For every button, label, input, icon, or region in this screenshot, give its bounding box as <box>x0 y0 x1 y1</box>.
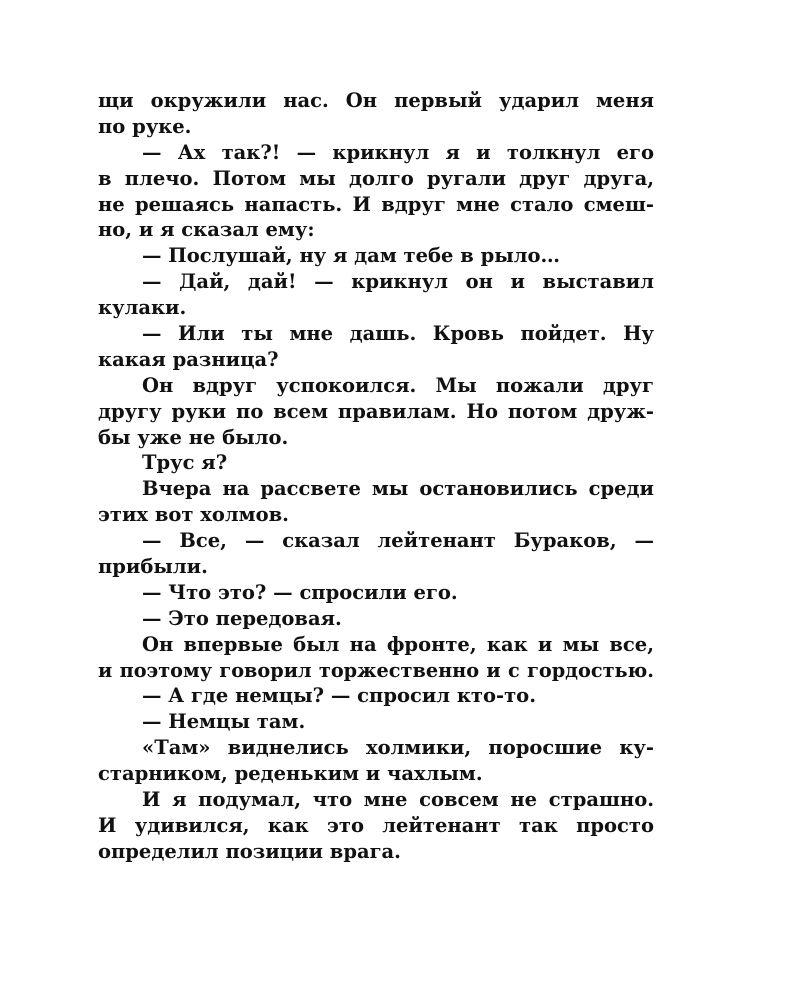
text-line: щи окружили нас. Он первый ударил меня <box>98 89 654 112</box>
text-line: — Ах так?! — крикнул я и толкнул его <box>142 140 654 164</box>
text-line: и поэтому говорил торжественно и с гордостью. <box>98 658 654 682</box>
text-line: — А где немцы? — спросил кто-то. <box>142 684 536 708</box>
text-line: старником, реденьким и чахлым. <box>98 762 483 786</box>
text-line: Вчера на рассвете мы остановились среди <box>142 477 654 501</box>
text-line: Трус я? <box>142 451 228 475</box>
text-line: Он вдруг успокоился. Мы пожали друг <box>142 373 654 397</box>
text-line: И я подумал, что мне совсем не страшно. <box>142 788 654 812</box>
text-line: прибыли. <box>98 555 208 579</box>
page-text <box>98 88 654 865</box>
text-line: — Все, — сказал лейтенант Бураков, — <box>142 529 654 553</box>
text-line: другу руки по всем правилам. Но потом друж- <box>98 399 654 423</box>
text-line: этих вот холмов. <box>98 503 289 527</box>
text-line: не решаясь напасть. И вдруг мне стало смеш- <box>98 192 654 216</box>
text-line: по руке. <box>98 114 192 138</box>
text-line: — Это передовая. <box>142 606 342 630</box>
text-line: «Там» виднелись холмики, поросшие ку- <box>142 736 654 760</box>
text-line: кулаки. <box>98 296 187 320</box>
text-line: в плечо. Потом мы долго ругали друг друга, <box>98 166 654 190</box>
text-line: определил позиции врага. <box>98 839 401 863</box>
text-line: — Немцы там. <box>142 710 306 734</box>
text-line: Он впервые был на фронте, как и мы все, <box>142 632 654 656</box>
text-line: И удивился, как это лейтенант так просто <box>98 813 654 837</box>
text-line: — Дай, дай! — крикнул он и выставил <box>142 270 654 294</box>
text-line: — Послушай, ну я дам тебе в рыло… <box>142 244 561 268</box>
text-line: — Что это? — спросили его. <box>142 580 458 604</box>
text-line: но, и я сказал ему: <box>98 218 315 242</box>
text-line: — Или ты мне дашь. Кровь пойдет. Ну <box>142 322 654 346</box>
text-line: какая разница? <box>98 347 279 371</box>
text-line: бы уже не было. <box>98 425 289 449</box>
